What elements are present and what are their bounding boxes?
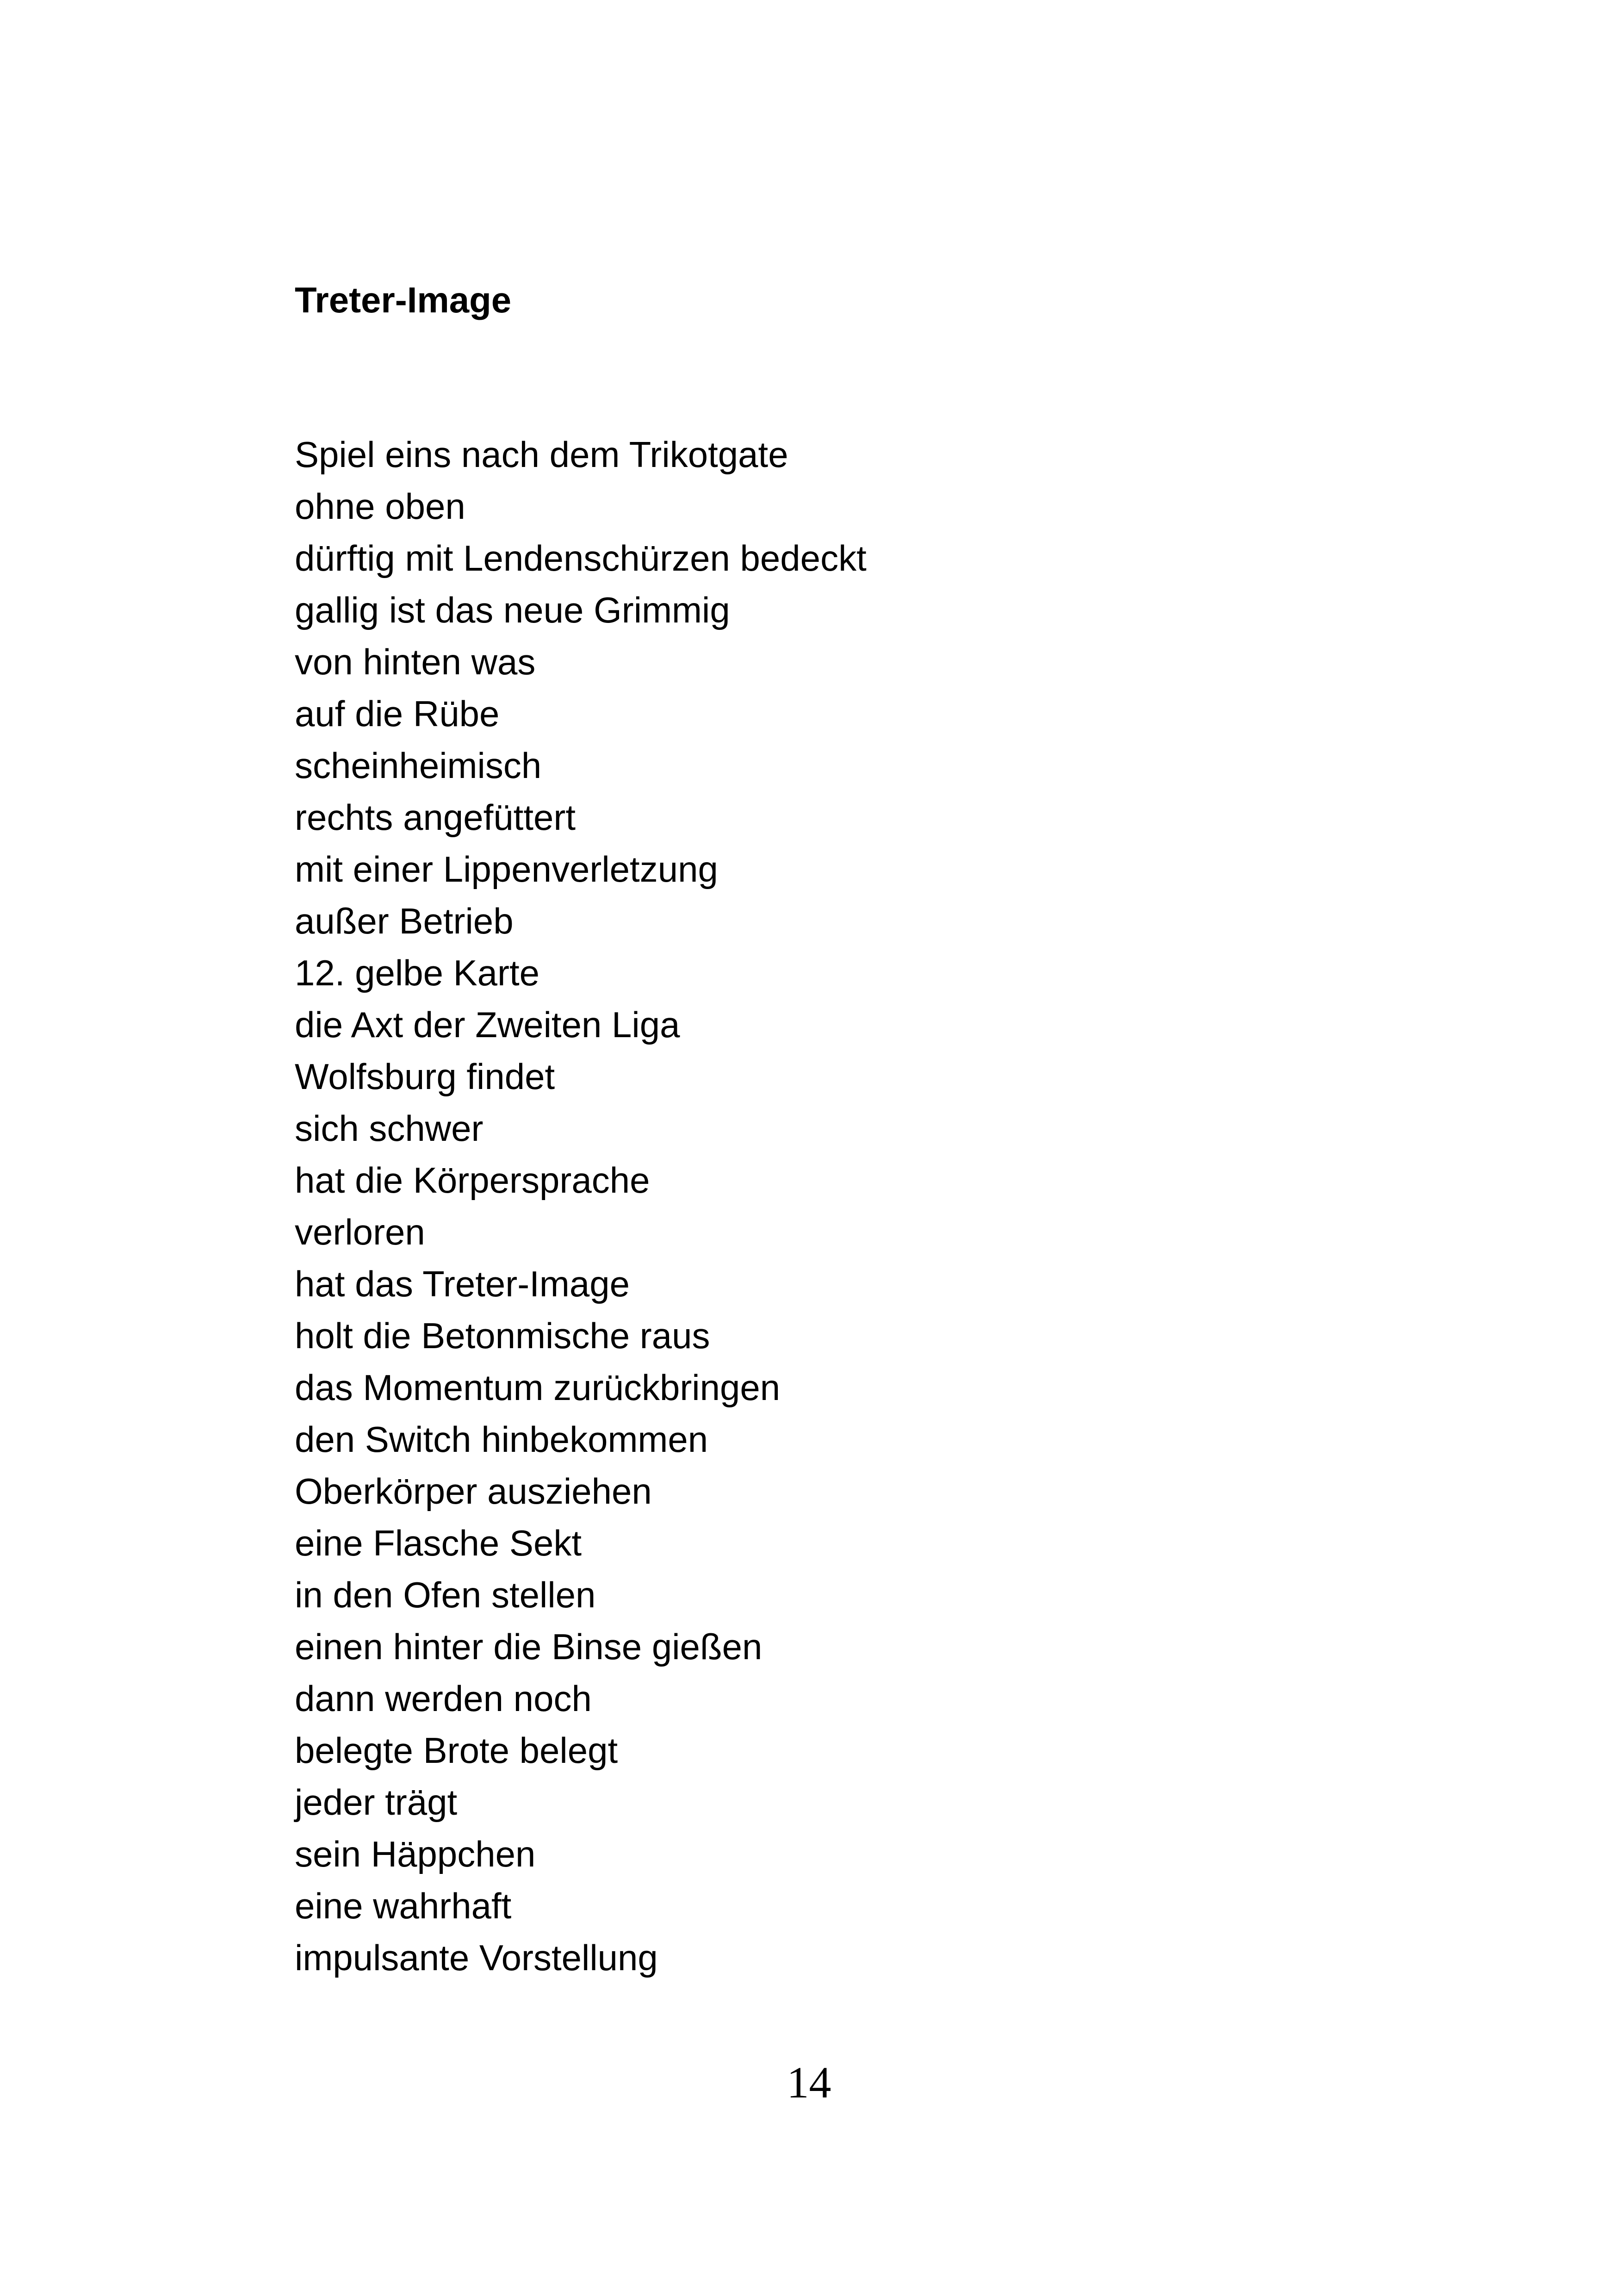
poem-line: eine Flasche Sekt: [295, 1523, 582, 1563]
poem-line: den Switch hinbekommen: [295, 1419, 708, 1460]
poem-line: rechts angefüttert: [295, 797, 576, 838]
poem-line: von hinten was: [295, 641, 536, 682]
poem-title: Treter-Image: [295, 280, 512, 320]
poem-line: einen hinter die Binse gießen: [295, 1626, 763, 1667]
poem-line: sich schwer: [295, 1108, 484, 1149]
poem-line: scheinheimisch: [295, 745, 542, 786]
poem-line: Spiel eins nach dem Trikotgate: [295, 434, 788, 475]
poem-line: hat die Körpersprache: [295, 1160, 650, 1201]
poem-line: dürftig mit Lendenschürzen bedeckt: [295, 538, 867, 579]
poem-line: impulsante Vorstellung: [295, 1937, 658, 1978]
poem-line: gallig ist das neue Grimmig: [295, 590, 730, 630]
poem-line: Wolfsburg findet: [295, 1056, 555, 1097]
poem-line: jeder trägt: [295, 1782, 458, 1823]
poem-line: ohne oben: [295, 486, 465, 527]
poem-line: sein Häppchen: [295, 1834, 536, 1874]
poem-line: außer Betrieb: [295, 901, 514, 941]
poem-line: Oberkörper ausziehen: [295, 1471, 652, 1512]
poem-line: 12. gelbe Karte: [295, 952, 540, 993]
poem-line: eine wahrhaft: [295, 1885, 512, 1926]
poem-line: belegte Brote belegt: [295, 1730, 618, 1771]
poem-line: in den Ofen stellen: [295, 1574, 596, 1615]
poem-line: verloren: [295, 1212, 425, 1252]
poem-line: mit einer Lippenverletzung: [295, 849, 718, 890]
poem-body: [295, 429, 867, 1984]
page-number: 14: [787, 2058, 831, 2107]
poem-line: hat das Treter-Image: [295, 1263, 630, 1304]
poem-line: auf die Rübe: [295, 693, 500, 734]
poem-line: dann werden noch: [295, 1678, 592, 1719]
poem-line: das Momentum zurückbringen: [295, 1367, 781, 1408]
poem-line: die Axt der Zweiten Liga: [295, 1004, 680, 1045]
poem-line: holt die Betonmische raus: [295, 1315, 710, 1356]
